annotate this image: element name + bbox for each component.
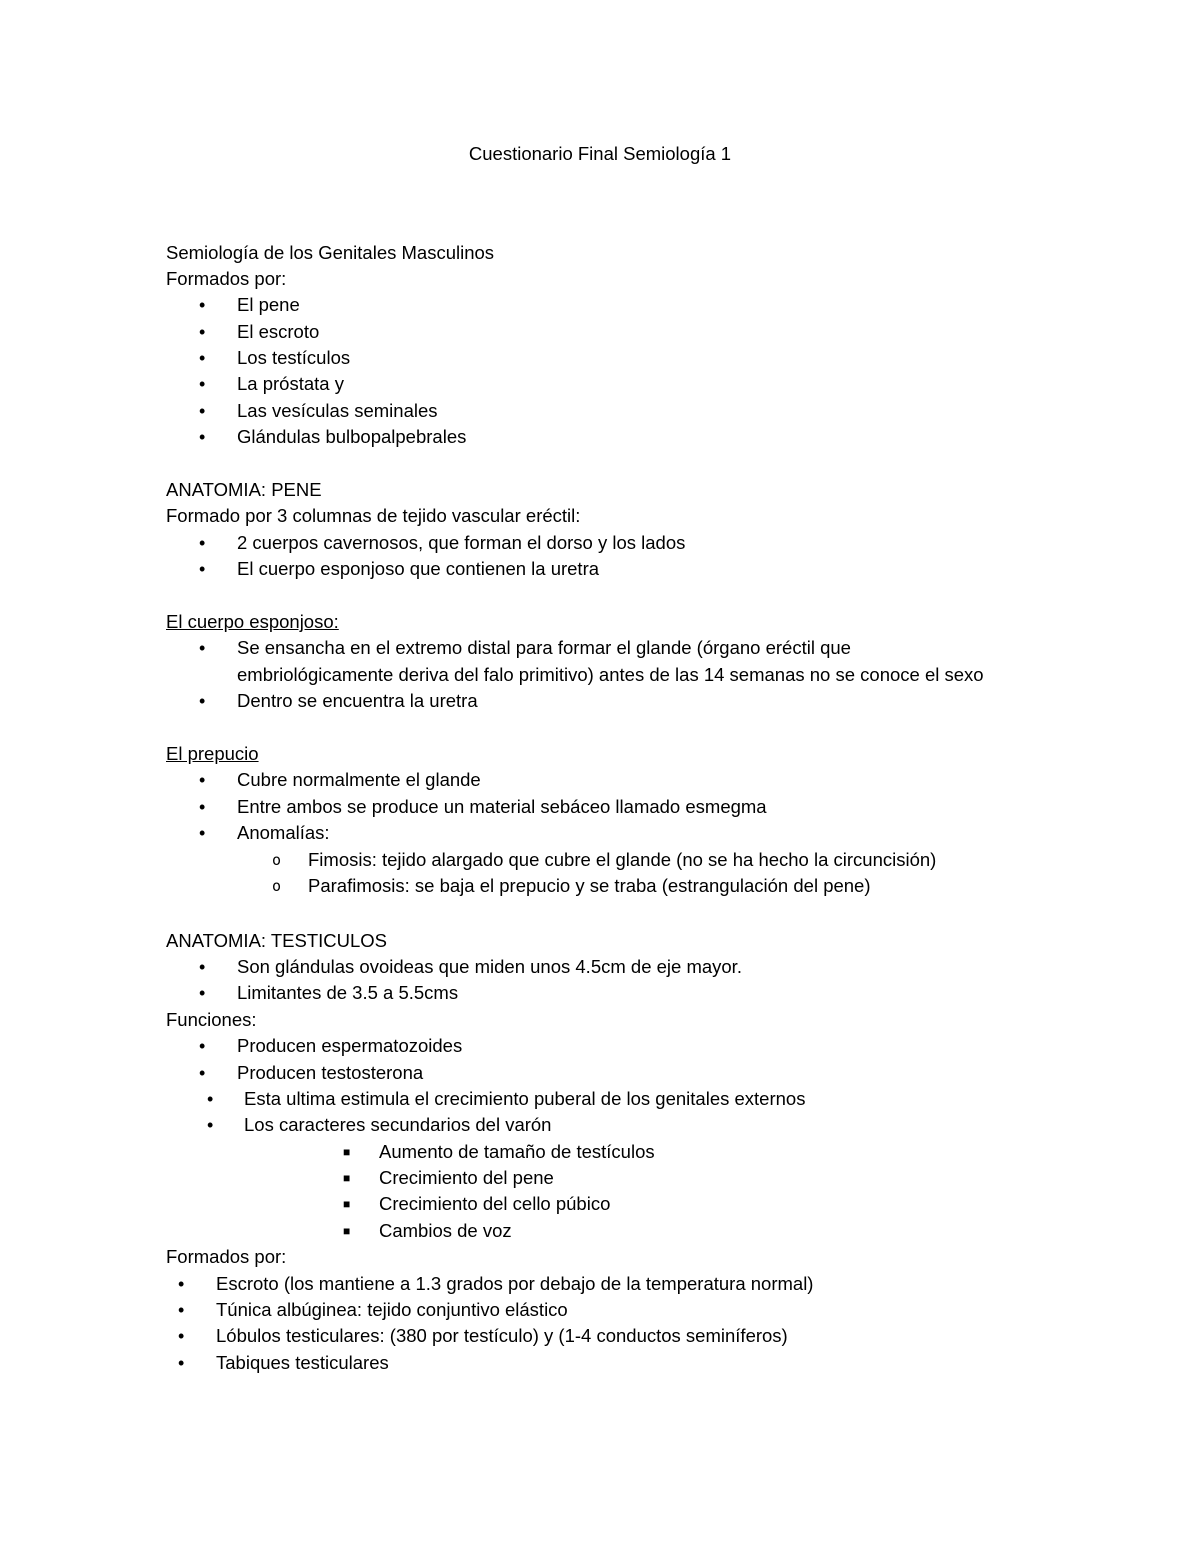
bullet-icon: • <box>178 1300 185 1320</box>
bullet-icon: • <box>178 1326 185 1346</box>
section-heading: El cuerpo esponjoso: <box>166 611 339 632</box>
section-intro: Formado por 3 columnas de tejido vascular eréctil: <box>166 505 581 526</box>
bullet-icon: • <box>199 797 206 817</box>
bullet-icon: • <box>207 1089 214 1109</box>
bullet-icon: • <box>207 1115 214 1135</box>
section-heading: ANATOMIA: PENE <box>166 479 322 500</box>
list-item: El cuerpo esponjoso que contienen la uretra <box>237 558 600 579</box>
square-bullet-icon: ■ <box>343 1171 351 1185</box>
sub-list-item: Crecimiento del cello púbico <box>379 1193 611 1214</box>
section-label: Funciones: <box>166 1009 257 1030</box>
list-item-continuation: embriológicamente deriva del falo primitivo) antes de las 14 semanas no se conoce el sexo <box>237 664 984 685</box>
section-heading: El prepucio <box>166 743 259 764</box>
section-heading: Semiología de los Genitales Masculinos <box>166 242 495 263</box>
bullet-icon: • <box>199 374 206 394</box>
bullet-icon: • <box>199 1063 206 1083</box>
bullet-icon: • <box>199 427 206 447</box>
list-item: 2 cuerpos cavernosos, que forman el dorso y los lados <box>237 532 686 553</box>
list-item: Los testículos <box>237 347 351 368</box>
list-item: El pene <box>237 294 300 315</box>
bullet-icon: • <box>199 401 206 421</box>
list-item: Entre ambos se produce un material sebáceo llamado esmegma <box>237 796 767 817</box>
list-item: Glándulas bulbopalpebrales <box>237 426 467 447</box>
section-label: Formados por: <box>166 1246 287 1267</box>
bullet-icon: • <box>199 691 206 711</box>
list-item: Cubre normalmente el glande <box>237 769 481 790</box>
sub-list-item: Fimosis: tejido alargado que cubre el glande (no se ha hecho la circuncisión) <box>308 849 937 870</box>
list-item: Lóbulos testiculares: (380 por testículo) y (1-4 conductos seminíferos) <box>216 1325 788 1346</box>
list-item: Anomalías: <box>237 822 330 843</box>
sub-list-item: Cambios de voz <box>379 1220 512 1241</box>
bullet-icon: • <box>199 638 206 658</box>
bullet-icon: • <box>199 322 206 342</box>
square-bullet-icon: ■ <box>343 1145 351 1159</box>
document-title: Cuestionario Final Semiología 1 <box>468 143 732 164</box>
list-item: La próstata y <box>237 373 344 394</box>
sub-list-item: Parafimosis: se baja el prepucio y se traba (estrangulación del pene) <box>308 875 871 896</box>
bullet-icon: • <box>199 983 206 1003</box>
sub-list-item: Crecimiento del pene <box>379 1167 554 1188</box>
list-item: Tabiques testiculares <box>216 1352 389 1373</box>
circle-bullet-icon: o <box>272 851 282 869</box>
list-item: Dentro se encuentra la uretra <box>237 690 478 711</box>
list-item: Limitantes de 3.5 a 5.5cms <box>237 982 459 1003</box>
list-item: Los caracteres secundarios del varón <box>244 1114 552 1135</box>
section-heading: ANATOMIA: TESTICULOS <box>166 930 388 951</box>
sub-list-item: Aumento de tamaño de testículos <box>379 1141 655 1162</box>
list-item: Esta ultima estimula el crecimiento puberal de los genitales externos <box>244 1088 806 1109</box>
bullet-icon: • <box>199 823 206 843</box>
list-item: Son glándulas ovoideas que miden unos 4.5cm de eje mayor. <box>237 956 742 977</box>
square-bullet-icon: ■ <box>343 1224 351 1238</box>
list-item: Túnica albúginea: tejido conjuntivo elástico <box>216 1299 568 1320</box>
square-bullet-icon: ■ <box>343 1197 351 1211</box>
bullet-icon: • <box>178 1274 185 1294</box>
circle-bullet-icon: o <box>272 877 282 895</box>
list-item: Se ensancha en el extremo distal para formar el glande (órgano eréctil que <box>237 637 851 658</box>
bullet-icon: • <box>199 295 206 315</box>
bullet-icon: • <box>178 1353 185 1373</box>
list-item: Escroto (los mantiene a 1.3 grados por debajo de la temperatura normal) <box>216 1273 814 1294</box>
bullet-icon: • <box>199 957 206 977</box>
bullet-icon: • <box>199 533 206 553</box>
bullet-icon: • <box>199 559 206 579</box>
bullet-icon: • <box>199 770 206 790</box>
bullet-icon: • <box>199 348 206 368</box>
list-item: El escroto <box>237 321 320 342</box>
list-item: Producen espermatozoides <box>237 1035 463 1056</box>
section-intro: Formados por: <box>166 268 287 289</box>
list-item: Las vesículas seminales <box>237 400 438 421</box>
list-item: Producen testosterona <box>237 1062 424 1083</box>
bullet-icon: • <box>199 1036 206 1056</box>
